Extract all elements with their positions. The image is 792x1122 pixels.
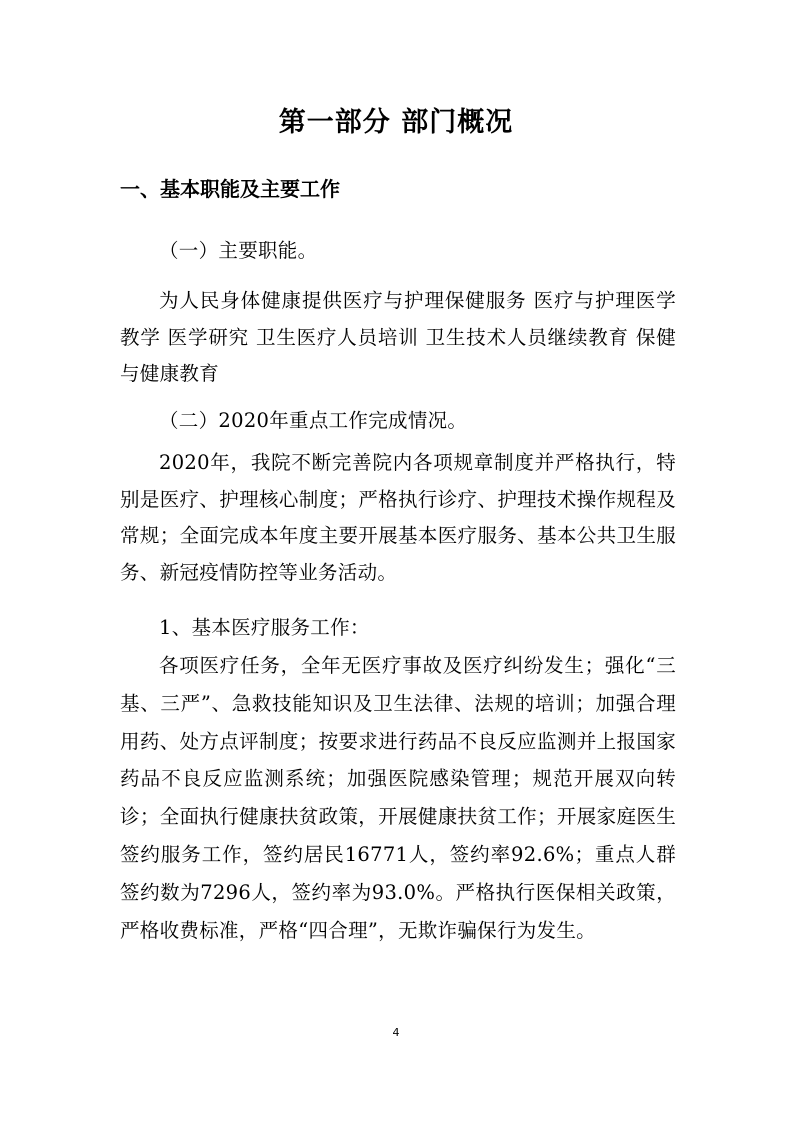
paragraph-basic-medical-services: 各项医疗任务，全年无医疗事故及医疗纠纷发生；强化“三基、三严”、急救技能知识及卫生法律、法规的培训；加强合理用药、处方点评制度；按要求进行药品不良反应监测并上报国家药品不良反应监测系统；加强医院感染管理；规范开展双向转诊；全面执行健康扶贫政策，开展健康扶贫工作；开展家庭医生签约服务工作，签约居民16771人，签约率92.6%；重点人群签约数为7296人，签约率为93.0%。严格执行医保相关政策，严格收费标准，严格“四合理”，无欺诈骗保行为发生。 <box>120 654 676 942</box>
section-heading: 一、基本职能及主要工作 <box>120 177 340 201</box>
page-title: 第一部分 部门概况 <box>278 107 514 138</box>
paragraph-key-work-summary: 2020年，我院不断完善院内各项规章制度并严格执行，特别是医疗、护理核心制度；严格执行诊疗、护理技术操作规程及常规；全面完成本年度主要开展基本医疗服务、基本公共卫生服务、新冠疫情防控等业务活动。 <box>120 451 676 584</box>
subsection-heading-main-functions: （一）主要职能。 <box>159 239 318 262</box>
paragraph-main-functions: 为人民身体健康提供医疗与护理保健服务 医疗与护理医学教学 医学研究 卫生医疗人员培训 卫生技术人员继续教育 保健与健康教育 <box>120 289 676 385</box>
subsection-heading-basic-medical-services: 1、基本医疗服务工作： <box>159 616 370 639</box>
page-number: 4 <box>392 1026 400 1039</box>
subsection-heading-key-work: （二）2020年重点工作完成情况。 <box>159 409 468 432</box>
